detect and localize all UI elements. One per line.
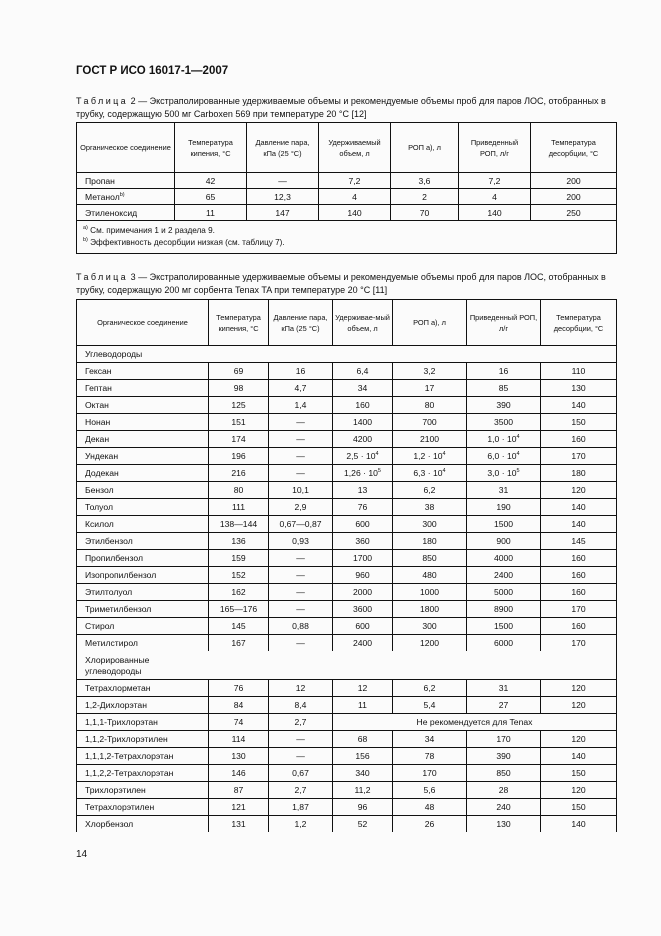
compound-name: Ксилол xyxy=(77,516,209,533)
compound-name: Гексан xyxy=(77,363,209,380)
compound-name: Пропилбензол xyxy=(77,550,209,567)
retention-volume: 7,2 xyxy=(319,173,391,189)
rop-value: 700 xyxy=(393,414,467,431)
rop-value: 80 xyxy=(393,397,467,414)
compound-name: 1,1,2,2-Тетрахлорэтан xyxy=(77,765,209,782)
t3-header-boiling: Температура кипения, °С xyxy=(209,300,269,346)
rop-value: 2 xyxy=(391,189,459,205)
table-row xyxy=(77,697,617,714)
rop-normalized: 170 xyxy=(467,731,541,748)
t3-header-desorption: Температура десорбции, °С xyxy=(541,300,617,346)
boiling-point: 121 xyxy=(209,799,269,816)
rop-normalized: 900 xyxy=(467,533,541,550)
boiling-point: 74 xyxy=(209,714,269,731)
retention-volume: 34 xyxy=(333,380,393,397)
retention-volume: 6,4 xyxy=(333,363,393,380)
compound-name: Стирол xyxy=(77,618,209,635)
rop-normalized: 27 xyxy=(467,697,541,714)
retention-volume: 600 xyxy=(333,516,393,533)
compound-name: Октан xyxy=(77,397,209,414)
table-row xyxy=(77,189,617,205)
table-row xyxy=(77,782,617,799)
rop-value: 3,6 xyxy=(391,173,459,189)
compound-name: Метилстирол xyxy=(77,635,209,652)
t2-header-rop-norm: Приведенный РОП, л/г xyxy=(459,123,531,173)
t2-header-rop: РОП а), л xyxy=(391,123,459,173)
table-row xyxy=(77,499,617,516)
rop-value: 480 xyxy=(393,567,467,584)
boiling-point: 98 xyxy=(209,380,269,397)
t2-header-retention: Удерживаемый объем, л xyxy=(319,123,391,173)
table-row xyxy=(77,550,617,567)
table-row xyxy=(77,584,617,601)
desorption-temp: 140 xyxy=(541,748,617,765)
vapour-pressure: 1,4 xyxy=(269,397,333,414)
desorption-temp: 160 xyxy=(541,550,617,567)
compound-name: Пропан xyxy=(77,173,175,189)
table-row xyxy=(77,448,617,465)
vapour-pressure: 16 xyxy=(269,363,333,380)
rop-value: 48 xyxy=(393,799,467,816)
rop-value: 17 xyxy=(393,380,467,397)
desorption-temp: 140 xyxy=(541,816,617,833)
vapour-pressure: 0,88 xyxy=(269,618,333,635)
desorption-temp: 180 xyxy=(541,465,617,482)
rop-value: 1800 xyxy=(393,601,467,618)
t3-header-pressure: Давление пара, кПа (25 °С) xyxy=(269,300,333,346)
table-row xyxy=(77,799,617,816)
desorption-temp: 120 xyxy=(541,482,617,499)
compound-name: 1,1,2-Трихлорэтилен xyxy=(77,731,209,748)
rop-value: 300 xyxy=(393,516,467,533)
table-row xyxy=(77,748,617,765)
boiling-point: 152 xyxy=(209,567,269,584)
rop-normalized: 4 xyxy=(459,189,531,205)
rop-normalized: 3500 xyxy=(467,414,541,431)
page-number: 14 xyxy=(76,849,88,860)
table-row xyxy=(77,414,617,431)
retention-volume: 96 xyxy=(333,799,393,816)
boiling-point: 111 xyxy=(209,499,269,516)
rop-value: $1,2 \cdot 10^4$ xyxy=(393,448,467,465)
section-title: Хлорированные углеводороды xyxy=(77,651,617,680)
compound-name: Метанол$^{b)}$ xyxy=(77,189,175,205)
retention-volume: 11,2 xyxy=(333,782,393,799)
desorption-temp: 150 xyxy=(541,765,617,782)
boiling-point: 65 xyxy=(175,189,247,205)
desorption-temp: 160 xyxy=(541,584,617,601)
compound-name: Этиленоксид xyxy=(77,205,175,221)
compound-name: Изопропилбензол xyxy=(77,567,209,584)
vapour-pressure: 12 xyxy=(269,680,333,697)
retention-volume: 4200 xyxy=(333,431,393,448)
rop-normalized: 140 xyxy=(459,205,531,221)
retention-volume: 68 xyxy=(333,731,393,748)
rop-value: 5,6 xyxy=(393,782,467,799)
boiling-point: 165—176 xyxy=(209,601,269,618)
retention-volume: $2,5 \cdot 10^4$ xyxy=(333,448,393,465)
desorption-temp: 120 xyxy=(541,782,617,799)
desorption-temp: 200 xyxy=(531,173,617,189)
table-row xyxy=(77,431,617,448)
desorption-temp: 145 xyxy=(541,533,617,550)
boiling-point: 87 xyxy=(209,782,269,799)
t3-header-compound: Органическое соединение xyxy=(77,300,209,346)
rop-normalized: 190 xyxy=(467,499,541,516)
boiling-point: 125 xyxy=(209,397,269,414)
table-row xyxy=(77,533,617,550)
retention-volume: 140 xyxy=(319,205,391,221)
compound-name: Тетрахлорэтилен xyxy=(77,799,209,816)
compound-name: 1,1,1-Трихлорэтан xyxy=(77,714,209,731)
table-row xyxy=(77,380,617,397)
compound-name: Декан xyxy=(77,431,209,448)
retention-volume: 12 xyxy=(333,680,393,697)
rop-normalized: 31 xyxy=(467,482,541,499)
vapour-pressure: — xyxy=(269,731,333,748)
rop-value: 300 xyxy=(393,618,467,635)
retention-volume: 3600 xyxy=(333,601,393,618)
rop-value: 78 xyxy=(393,748,467,765)
table2-caption: Таблица 2 — Экстраполированные удерживаемые объемы и рекомендуемые объемы проб для паров ЛОС, отобранных в трубку, содержащую 500 мг Carboxen 569 при температуре 20 °С [12] xyxy=(76,96,606,119)
table-row xyxy=(77,567,617,584)
rop-value: 5,4 xyxy=(393,697,467,714)
compound-name: Ундекан xyxy=(77,448,209,465)
boiling-point: 80 xyxy=(209,482,269,499)
not-recommended-note: Не рекомендуется для Tenax xyxy=(333,714,617,731)
retention-volume: 76 xyxy=(333,499,393,516)
vapour-pressure: — xyxy=(269,550,333,567)
table-row xyxy=(77,465,617,482)
table-row xyxy=(77,397,617,414)
vapour-pressure: — xyxy=(269,431,333,448)
retention-volume: $1,26 \cdot 10^5$ xyxy=(333,465,393,482)
table-row xyxy=(77,816,617,833)
vapour-pressure: — xyxy=(269,448,333,465)
compound-name: Тетрахлорметан xyxy=(77,680,209,697)
boiling-point: 216 xyxy=(209,465,269,482)
rop-value: $6,3 \cdot 10^4$ xyxy=(393,465,467,482)
boiling-point: 11 xyxy=(175,205,247,221)
table-row xyxy=(77,601,617,618)
table-row xyxy=(77,482,617,499)
retention-volume: 2400 xyxy=(333,635,393,652)
desorption-temp: 130 xyxy=(541,380,617,397)
rop-value: 38 xyxy=(393,499,467,516)
rop-normalized: $3,0 \cdot 10^5$ xyxy=(467,465,541,482)
boiling-point: 76 xyxy=(209,680,269,697)
rop-normalized: 28 xyxy=(467,782,541,799)
t2-header-compound: Органическое соединение xyxy=(77,123,175,173)
compound-name: Этилтолуол xyxy=(77,584,209,601)
rop-value: 26 xyxy=(393,816,467,833)
boiling-point: 167 xyxy=(209,635,269,652)
rop-normalized: 6000 xyxy=(467,635,541,652)
boiling-point: 131 xyxy=(209,816,269,833)
retention-volume: 960 xyxy=(333,567,393,584)
compound-name: Бензол xyxy=(77,482,209,499)
boiling-point: 162 xyxy=(209,584,269,601)
compound-name: 1,2-Дихлорэтан xyxy=(77,697,209,714)
compound-name: Гептан xyxy=(77,380,209,397)
rop-value: 6,2 xyxy=(393,680,467,697)
retention-volume: 2000 xyxy=(333,584,393,601)
vapour-pressure: 1,2 xyxy=(269,816,333,833)
table-row xyxy=(77,731,617,748)
desorption-temp: 120 xyxy=(541,680,617,697)
boiling-point: 174 xyxy=(209,431,269,448)
vapour-pressure: 0,67 xyxy=(269,765,333,782)
table-row xyxy=(77,363,617,380)
vapour-pressure: 0,67—0,87 xyxy=(269,516,333,533)
table2-notes xyxy=(77,221,617,254)
rop-normalized: 130 xyxy=(467,816,541,833)
section-title: Углеводороды xyxy=(77,346,617,363)
desorption-temp: 160 xyxy=(541,618,617,635)
boiling-point: 138—144 xyxy=(209,516,269,533)
rop-normalized: 240 xyxy=(467,799,541,816)
vapour-pressure: — xyxy=(247,173,319,189)
rop-normalized: 8900 xyxy=(467,601,541,618)
rop-normalized: 4000 xyxy=(467,550,541,567)
rop-normalized: $6,0 \cdot 10^4$ xyxy=(467,448,541,465)
desorption-temp: 170 xyxy=(541,635,617,652)
boiling-point: 196 xyxy=(209,448,269,465)
rop-normalized: 31 xyxy=(467,680,541,697)
desorption-temp: 160 xyxy=(541,431,617,448)
desorption-temp: 150 xyxy=(541,799,617,816)
rop-normalized: 7,2 xyxy=(459,173,531,189)
rop-value: 6,2 xyxy=(393,482,467,499)
boiling-point: 145 xyxy=(209,618,269,635)
vapour-pressure: — xyxy=(269,635,333,652)
retention-volume: 13 xyxy=(333,482,393,499)
retention-volume: 600 xyxy=(333,618,393,635)
vapour-pressure: 10,1 xyxy=(269,482,333,499)
desorption-temp: 150 xyxy=(541,414,617,431)
table2-body xyxy=(77,173,617,221)
rop-normalized: 1500 xyxy=(467,618,541,635)
desorption-temp: 160 xyxy=(541,567,617,584)
t3-header-retention: Удерживае-мый объем, л xyxy=(333,300,393,346)
vapour-pressure: 0,93 xyxy=(269,533,333,550)
vapour-pressure: — xyxy=(269,748,333,765)
desorption-temp: 250 xyxy=(531,205,617,221)
retention-volume: 360 xyxy=(333,533,393,550)
table2-note: $^{а)}$ См. примечания 1 и 2 раздела 9. xyxy=(83,225,215,235)
rop-value: 3,2 xyxy=(393,363,467,380)
table-2 xyxy=(76,122,617,254)
vapour-pressure: 147 xyxy=(247,205,319,221)
vapour-pressure: 8,4 xyxy=(269,697,333,714)
vapour-pressure: — xyxy=(269,465,333,482)
rop-value: 34 xyxy=(393,731,467,748)
t2-header-desorption: Температура десорбции, °С xyxy=(531,123,617,173)
retention-volume: 52 xyxy=(333,816,393,833)
compound-name: Хлорбензол xyxy=(77,816,209,833)
rop-value: 1200 xyxy=(393,635,467,652)
vapour-pressure: — xyxy=(269,567,333,584)
rop-value: 70 xyxy=(391,205,459,221)
compound-name: 1,1,1,2-Тетрахлорэтан xyxy=(77,748,209,765)
t2-header-boiling: Температура кипения, °С xyxy=(175,123,247,173)
document-header: ГОСТ Р ИСО 16017-1—2007 xyxy=(76,65,229,77)
vapour-pressure: — xyxy=(269,601,333,618)
section-row xyxy=(77,346,617,363)
rop-value: 2100 xyxy=(393,431,467,448)
rop-value: 850 xyxy=(393,550,467,567)
table3-caption: Таблица 3 — Экстраполированные удерживаемые объемы и рекомендуемые объемы проб для паров ЛОС, отобранных в трубку, содержащую 200 мг сорбента Tenax TA при температуре 20 °С [11] xyxy=(76,272,606,295)
retention-volume: 11 xyxy=(333,697,393,714)
desorption-temp: 170 xyxy=(541,601,617,618)
rop-value: 1000 xyxy=(393,584,467,601)
vapour-pressure: 1,87 xyxy=(269,799,333,816)
rop-normalized: 850 xyxy=(467,765,541,782)
desorption-temp: 110 xyxy=(541,363,617,380)
table-row xyxy=(77,635,617,652)
vapour-pressure: 2,7 xyxy=(269,714,333,731)
compound-name: Триметилбензол xyxy=(77,601,209,618)
compound-name: Трихлорэтилен xyxy=(77,782,209,799)
compound-name: Толуол xyxy=(77,499,209,516)
compound-name: Нонан xyxy=(77,414,209,431)
boiling-point: 42 xyxy=(175,173,247,189)
boiling-point: 151 xyxy=(209,414,269,431)
retention-volume: 4 xyxy=(319,189,391,205)
table-row xyxy=(77,680,617,697)
table-row xyxy=(77,205,617,221)
table2-note: $^{b)}$ Эффективность десорбции низкая (см. таблицу 7). xyxy=(83,237,285,247)
boiling-point: 114 xyxy=(209,731,269,748)
vapour-pressure: 12,3 xyxy=(247,189,319,205)
rop-normalized: 85 xyxy=(467,380,541,397)
vapour-pressure: 2,9 xyxy=(269,499,333,516)
desorption-temp: 120 xyxy=(541,697,617,714)
table3-body xyxy=(77,346,617,833)
retention-volume: 1700 xyxy=(333,550,393,567)
section-row xyxy=(77,651,617,680)
retention-volume: 1400 xyxy=(333,414,393,431)
retention-volume: 340 xyxy=(333,765,393,782)
t2-header-pressure: Давление пара, кПа (25 °С) xyxy=(247,123,319,173)
boiling-point: 146 xyxy=(209,765,269,782)
table-row xyxy=(77,618,617,635)
desorption-temp: 140 xyxy=(541,499,617,516)
desorption-temp: 140 xyxy=(541,397,617,414)
rop-normalized: $1,0 \cdot 10^4$ xyxy=(467,431,541,448)
table-row xyxy=(77,173,617,189)
vapour-pressure: 2,7 xyxy=(269,782,333,799)
rop-normalized: 1500 xyxy=(467,516,541,533)
rop-normalized: 16 xyxy=(467,363,541,380)
t3-header-rop: РОП а), л xyxy=(393,300,467,346)
rop-normalized: 390 xyxy=(467,397,541,414)
boiling-point: 130 xyxy=(209,748,269,765)
boiling-point: 84 xyxy=(209,697,269,714)
desorption-temp: 140 xyxy=(541,516,617,533)
compound-name: Этилбензол xyxy=(77,533,209,550)
desorption-temp: 170 xyxy=(541,448,617,465)
table-row xyxy=(77,516,617,533)
table-row xyxy=(77,714,617,731)
boiling-point: 136 xyxy=(209,533,269,550)
desorption-temp: 200 xyxy=(531,189,617,205)
table-3 xyxy=(76,299,617,832)
rop-normalized: 5000 xyxy=(467,584,541,601)
t3-header-rop-norm: Приведенный РОП, л/г xyxy=(467,300,541,346)
retention-volume: 160 xyxy=(333,397,393,414)
vapour-pressure: 4,7 xyxy=(269,380,333,397)
rop-value: 170 xyxy=(393,765,467,782)
rop-normalized: 390 xyxy=(467,748,541,765)
rop-normalized: 2400 xyxy=(467,567,541,584)
table-row xyxy=(77,765,617,782)
vapour-pressure: — xyxy=(269,414,333,431)
desorption-temp: 120 xyxy=(541,731,617,748)
rop-value: 180 xyxy=(393,533,467,550)
boiling-point: 69 xyxy=(209,363,269,380)
boiling-point: 159 xyxy=(209,550,269,567)
compound-name: Додекан xyxy=(77,465,209,482)
vapour-pressure: — xyxy=(269,584,333,601)
retention-volume: 156 xyxy=(333,748,393,765)
